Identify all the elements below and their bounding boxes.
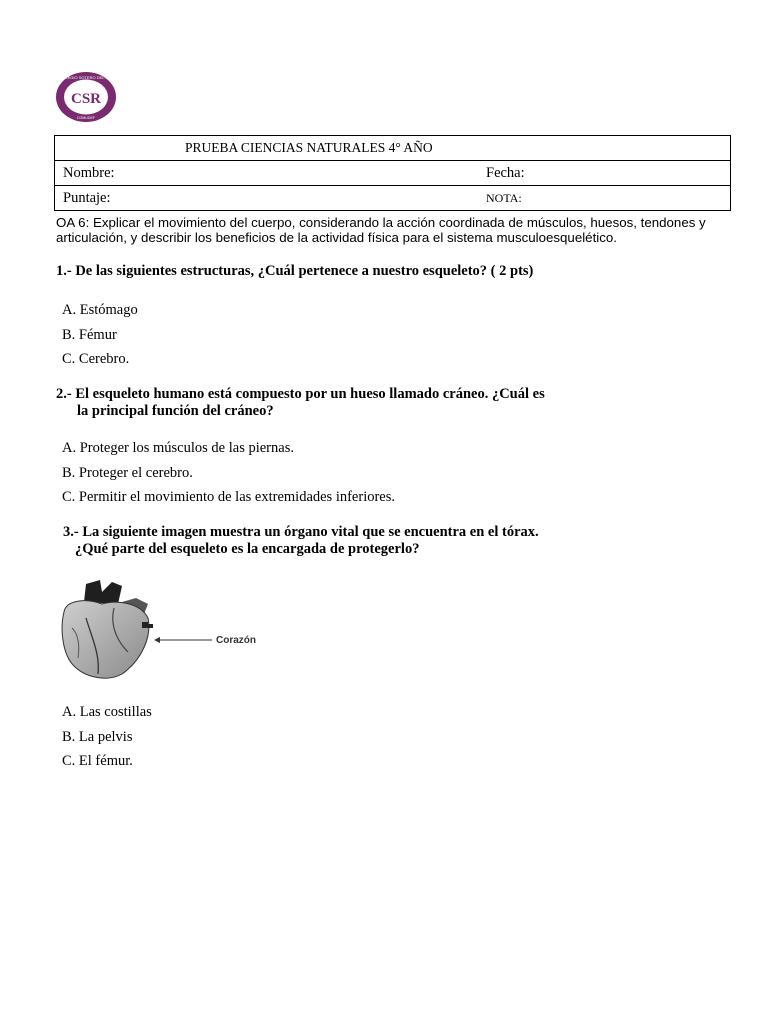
- question-3-line1: 3.- La siguiente imagen muestra un órgano vital que se encuentra en el tórax.: [63, 524, 539, 540]
- q1-option-b: B. Fémur: [62, 327, 117, 343]
- logo-initials: CSR: [70, 91, 102, 107]
- name-row[interactable]: [55, 161, 731, 186]
- q3-option-c: C. El fémur.: [62, 753, 133, 769]
- q1-option-a: A. Estómago: [62, 302, 138, 318]
- header-table: [54, 135, 731, 211]
- heart-illustration: [56, 578, 266, 682]
- q2-option-a: A. Proteger los músculos de las piernas.: [62, 440, 294, 456]
- logo-bottom-text: COMUDEF: [76, 116, 96, 120]
- heart-label: Corazón: [216, 635, 256, 646]
- q2-option-c: C. Permitir el movimiento de las extremidades inferiores.: [62, 489, 396, 505]
- school-logo: [54, 70, 118, 124]
- question-1: 1.- De las siguientes estructuras, ¿Cuál pertenece a nuestro esqueleto? ( 2 pts): [56, 263, 534, 279]
- q2-option-b: B. Proteger el cerebro.: [62, 465, 193, 481]
- question-2-line1: 2.- El esqueleto humano está compuesto por un hueso llamado cráneo. ¿Cuál es: [56, 386, 545, 402]
- q3-option-b: B. La pelvis: [62, 729, 133, 745]
- question-3: [63, 524, 743, 558]
- test-title: PRUEBA CIENCIAS NATURALES 4° AÑO: [55, 136, 731, 161]
- score-row[interactable]: [55, 186, 731, 211]
- score-label: Puntaje:: [63, 189, 111, 206]
- q1-option-c: C. Cerebro.: [62, 351, 130, 367]
- date-label: Fecha:: [486, 164, 525, 181]
- question-3-line2: ¿Qué parte del esqueleto es la encargada de protegerlo?: [75, 541, 420, 557]
- name-label: Nombre:: [63, 164, 115, 181]
- logo-ring-text: COLEGIO SOTERO DEL RIO: [59, 75, 113, 80]
- learning-objective: OA 6: Explicar el movimiento del cuerpo, considerando la acción coordinada de músculos, huesos, tendones y articulación, y describir los beneficios de la actividad física para el sistema musculoesquelético.: [56, 215, 706, 245]
- q3-option-a: A. Las costillas: [62, 704, 152, 720]
- question-2: [56, 386, 746, 420]
- grade-label: NOTA:: [486, 190, 522, 205]
- question-2-line2: la principal función del cráneo?: [77, 403, 274, 419]
